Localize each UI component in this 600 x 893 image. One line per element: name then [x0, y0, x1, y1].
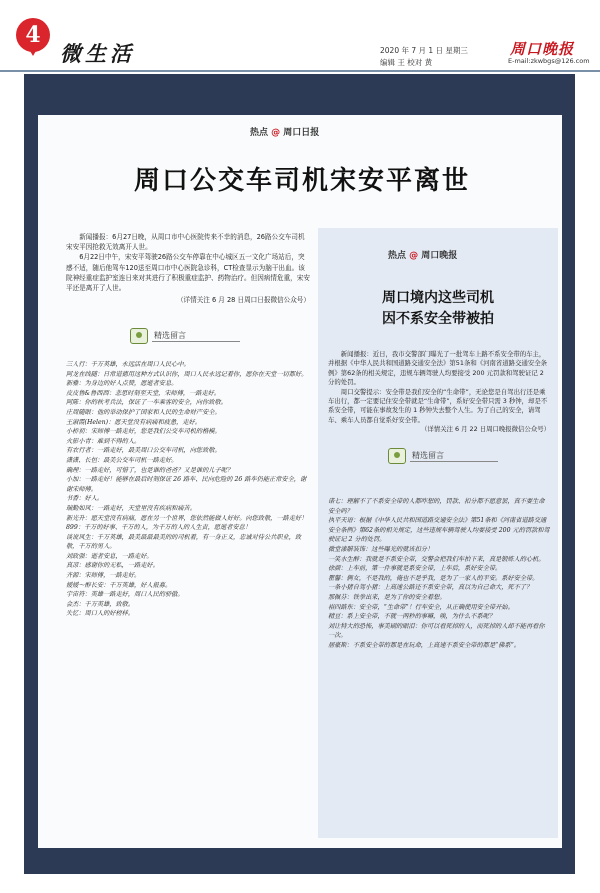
page-number-badge [16, 18, 50, 58]
main-story-tag [250, 125, 319, 138]
comment-item: 新光升：愿天堂没有病痛，愿在另一个世界，您依然能做人好好。向您致敬，一路走好！ [66, 514, 308, 522]
comment-item: 有农行者：一路走好，最美周口公交车司机，向您致敬。 [66, 447, 221, 455]
side-headline-line-1: 周口境内这些司机 [382, 290, 494, 306]
comment-item: 火影小青：难到不得的人。 [66, 437, 141, 445]
side-paragraph-2: 周口交警提示：安全带是我们安全的“生命带”，无论您是自驾出行还是乘车出行，都一定要记住安全带就是“生命带”，系好安全带只需 3 秒钟，却是不系安全带，可能在事故发生的 1 秒钟失去整个人生。为了自己的安全，请驾车、乘车人员都自觉系好安全带。 [328, 387, 548, 424]
side-source-note: （详情关注 6 月 22 日周口晚报微信公众号） [421, 425, 550, 434]
picks-label: 精选留言 [412, 451, 444, 460]
comment-item: 刘政强：逝者安息，一路走好。 [66, 552, 153, 560]
comment-item: 阿陈：你的秋考兵法，保证了一车乘客的安全，向你致敬。 [66, 399, 227, 407]
email-address: E-mail:zkwbgs@126.com [508, 57, 590, 65]
comment-item: 会杰：千万英雄，致敬。 [66, 600, 135, 608]
date-editors [380, 45, 468, 69]
comment-item: 小加：一路走好！能够在最后时刻保证 26 路车、民向危险的 26 路车仍能正常安全，谢谢宋师傅。 [66, 476, 307, 493]
newspaper-logo: 周口晚报 [510, 40, 575, 58]
at-symbol: @ [271, 128, 281, 138]
comment-item: 精豆：系上安全带，不就一两秒的事嘛，唉，为什么不系呢？ [328, 613, 496, 621]
comment-item: 庄周随眼：他的举动保护了国家和人民的生命财产安全。 [66, 408, 221, 416]
comments-right [328, 497, 550, 651]
comment-icon [130, 328, 148, 344]
editors-line: 编辑 王 校对 黄 [380, 58, 433, 67]
picks-heading-right [388, 447, 498, 469]
header-divider [0, 70, 600, 72]
comment-item: 真凉：感谢你的无私，一路走好。 [66, 562, 159, 570]
comment-icon [388, 448, 406, 464]
comment-item: 刘让特大的恐怖，事美刷的眼泪：你可以看死掉的人，而死掉的人却不能再看你一次。 [328, 622, 545, 640]
comment-item: 媛媛～醉长安：千万英雄，好人报募。 [66, 581, 172, 589]
side-story-body [328, 350, 550, 435]
comment-item: 执平天语：根据《中华人民共和国道路交通安全法》第51条和《河南省道路交通安全条例》第62条的相关规定，这些违规车辆驾驶人均要接受 200 元的罚款和驾驶证记 2 分的处罚。 [328, 517, 550, 544]
comment-item: 一笑水生醉：我就是不系安全带，交警会把我们车拍下来，真是锻炼人的心机。 [328, 555, 545, 563]
comment-item: 一条小猪自驾小猪：上高速公路还不系安全带，真以为自己命大，死不了？ [328, 584, 533, 592]
comment-item: 徐颜：上车前，第一件事就是系安全带，上车后，系好安全带。 [328, 565, 502, 573]
comment-item: 新雅：为身边的好人点赞，愿逝者安息。 [66, 380, 178, 388]
comment-item: 王淑霞(Helen)：愿天堂没有病痛和疲惫，走好。 [66, 418, 201, 426]
comment-item: 书香：好人。 [66, 495, 104, 503]
comment-item: 小桥初：宋师傅一路走好，您是我们公交车司机的楷模。 [66, 428, 221, 436]
at-symbol: @ [409, 251, 419, 261]
comment-item: 确理：一路走好，可惜了，也是谁的爸爸？又是谁的儿子呢？ [66, 466, 234, 474]
tag-source: 周口晚报 [421, 251, 458, 261]
side-headline [328, 288, 548, 330]
comment-item: 瞿馨：俩女，不是我的，俺也不是乎我，是为了一家人的平安。系好安全带。 [328, 574, 539, 582]
page-number: 4 [25, 22, 41, 48]
side-headline-line-2: 因不系安全带被拍 [382, 311, 494, 327]
main-source-note: （详情关注 6 月 28 日周口日报微信公众号） [176, 296, 310, 305]
picks-underline [410, 461, 498, 462]
tag-prefix: 热点 [388, 251, 407, 261]
comment-item: 潇潇、长恒：最美公交车司机一路走好。 [66, 456, 178, 464]
tag-prefix: 热点 [250, 128, 269, 138]
comment-item: 阿龙在线随：日常道德用这种方式认识你，周口人民永远记着你，愿你在天堂一切都好。 [66, 370, 308, 378]
side-story-tag [388, 248, 457, 261]
comment-item: 宇宙符：英雄一路走好，周口人民的骄傲。 [66, 591, 184, 599]
comment-item: 诺七：理解不了不系安全带的人都咋想的，罚款、扣分都不愿意罢，真不要生命安全吗？ [328, 498, 545, 515]
comment-item: 瑞勤如风：一路走好，天堂里没有疾病和痛苦。 [66, 504, 196, 512]
main-story-body [66, 232, 310, 305]
date-line: 2020 年 7 月 1 日 星期三 [380, 46, 468, 55]
comment-item: 裕四路东：安全带，“生命带”！行车安全，从正确使用安全带开始。 [328, 603, 514, 611]
comment-item: 居豪斯：不系安全带的都是在玩命，上高速不系安全带的都是“佛系”。 [328, 641, 520, 649]
main-paragraph-1: 新闻播报：6月27日晚，从周口市中心医院传来不幸的消息，26路公交车司机宋安平因抢救无效离开人世。 [66, 233, 305, 252]
comment-item: 那佩芬：铁拳出来，是为了你的安全着想。 [328, 593, 446, 601]
comments-left [66, 360, 310, 619]
comment-item: 899：千万的好事、千万的人，为千万的人的人生责，愿逝者安息！ [66, 524, 252, 532]
comment-item: 失忆：周口人的好榜样。 [66, 610, 135, 618]
page-header [0, 0, 600, 72]
main-headline: 周口公交车司机宋安平离世 [133, 166, 470, 196]
picks-heading-left [130, 327, 240, 349]
picks-underline [152, 341, 240, 342]
tag-source: 周口日报 [283, 128, 320, 138]
main-paragraph-2: 6月22日中午，宋安平驾驶26路公交车停靠在中心城区五一文化广场站后，突感不适，随后他驾车120送至周口市中心医院急诊科，CT检查显示为脑干出血。该院神经重症监护室连日来对其进行了积极重症监护、药物治疗。但因病情危重，宋安平还是离开了人世。 [66, 253, 310, 293]
comment-item: 谈说风生：千万英雄，最美最最最美的的司机着，有一身正义，忠诚对待公共职业，致敬，千万的男人。 [66, 533, 302, 551]
side-paragraph-1: 新闻播报：近日，我市交警部门曝光了一批驾车上路不系安全带的车主，并根据《中华人民共和国道路交通安全法》第51条和《河南省道路交通安全条例》第62条的相关规定，违规车辆驾驶人均要接受 200 元罚款和驾驶证记 2 分的处罚。 [328, 350, 548, 387]
section-title: 微生活 [60, 41, 135, 66]
picks-label: 精选留言 [154, 331, 186, 340]
comment-item: 皮皮鲁&鲁西西：悲思时刻至天堂，宋师傅，一路走好。 [66, 389, 221, 397]
comment-item: 三人行：千万英雄，永远活在周口人民心中。 [66, 361, 190, 368]
comment-item: 齐源：宋师傅，一路走好。 [66, 572, 141, 580]
comment-item: 微堂漆腊装饰：这些曝光的就该扣分！ [328, 545, 434, 553]
